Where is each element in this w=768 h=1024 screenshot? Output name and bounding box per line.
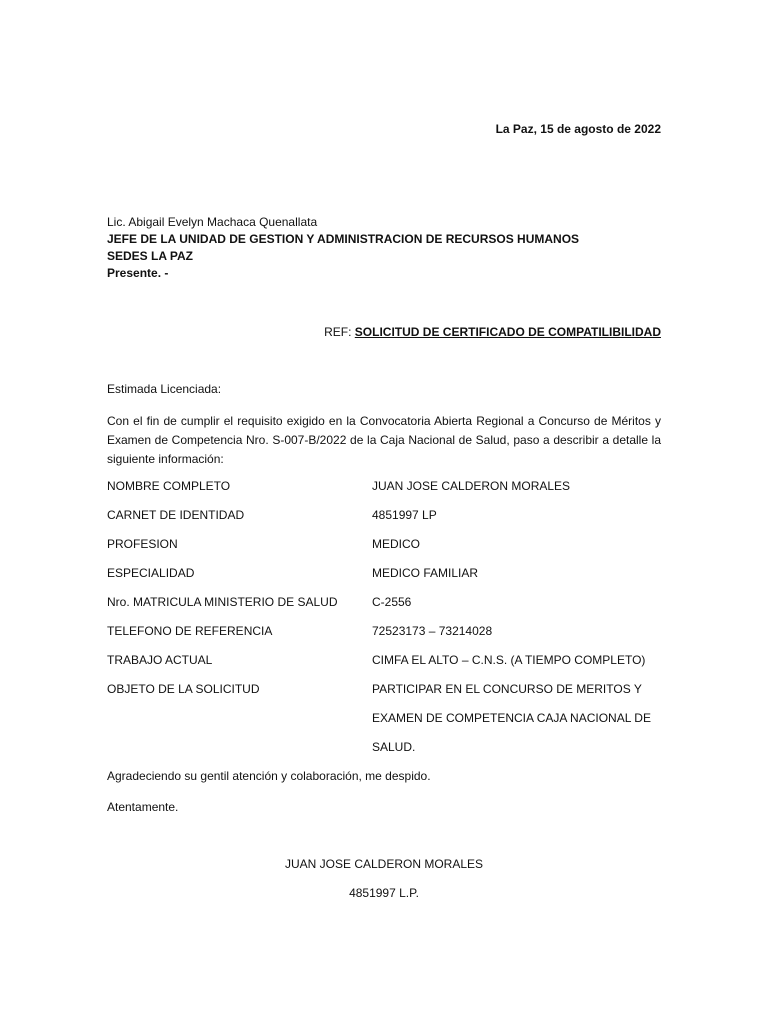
- details-label: TRABAJO ACTUAL: [107, 653, 213, 667]
- details-value: JUAN JOSE CALDERON MORALES: [372, 479, 571, 493]
- details-value: C-2556: [372, 595, 412, 609]
- details-row: [107, 682, 661, 711]
- details-row: [107, 508, 661, 537]
- details-label: PROFESION: [107, 537, 178, 551]
- details-value: PARTICIPAR EN EL CONCURSO DE MERITOS Y: [372, 682, 642, 696]
- details-value: SALUD.: [372, 740, 416, 754]
- reference-subject: SOLICITUD DE CERTIFICADO DE COMPATILIBILIDAD: [354, 325, 661, 339]
- details-row: [107, 566, 661, 595]
- details-label: Nro. MATRICULA MINISTERIO DE SALUD: [107, 595, 338, 609]
- details-label: TELEFONO DE REFERENCIA: [107, 624, 273, 638]
- closing-line: Agradeciendo su gentil atención y colaboración, me despido.: [107, 769, 431, 783]
- recipient-organization: SEDES LA PAZ: [107, 249, 194, 263]
- details-table: [107, 479, 661, 769]
- details-row: [107, 595, 661, 624]
- details-row: [107, 479, 661, 508]
- details-label: ESPECIALIDAD: [107, 566, 195, 580]
- details-row: [107, 740, 661, 769]
- details-row: [107, 624, 661, 653]
- details-label: CARNET DE IDENTIDAD: [107, 508, 245, 522]
- details-row: [107, 653, 661, 682]
- regards-line: Atentamente.: [107, 800, 179, 814]
- details-label: OBJETO DE LA SOLICITUD: [107, 682, 260, 696]
- salutation: Estimada Licenciada:: [107, 382, 222, 396]
- reference-label: REF:: [324, 325, 355, 339]
- details-value: 72523173 – 73214028: [372, 624, 493, 638]
- reference-line: [324, 325, 661, 339]
- recipient-name: Lic. Abigail Evelyn Machaca Quenallata: [107, 215, 318, 229]
- details-value: 4851997 LP: [372, 508, 437, 522]
- details-row: [107, 711, 661, 740]
- details-value: MEDICO FAMILIAR: [372, 566, 479, 580]
- details-label: NOMBRE COMPLETO: [107, 479, 231, 493]
- details-value: CIMFA EL ALTO – C.N.S. (A TIEMPO COMPLETO): [372, 653, 646, 667]
- recipient-presente: Presente. -: [107, 266, 169, 280]
- recipient-block: [107, 214, 579, 282]
- intro-paragraph: Con el fin de cumplir el requisito exigido en la Convocatoria Abierta Regional a Concurso de Méritos y Examen de Competencia Nro. S-007-B/2022 de la Caja Nacional de Salud, paso a describir a detalle la siguiente información:: [107, 414, 661, 466]
- signature-name: JUAN JOSE CALDERON MORALES: [284, 857, 484, 871]
- signature-id: 4851997 L.P.: [349, 886, 419, 900]
- details-value: MEDICO: [372, 537, 420, 551]
- details-row: [107, 537, 661, 566]
- details-value: EXAMEN DE COMPETENCIA CAJA NACIONAL DE: [372, 711, 651, 725]
- recipient-position: JEFE DE LA UNIDAD DE GESTION Y ADMINISTRACION DE RECURSOS HUMANOS: [107, 232, 580, 246]
- letter-date: La Paz, 15 de agosto de 2022: [495, 122, 661, 136]
